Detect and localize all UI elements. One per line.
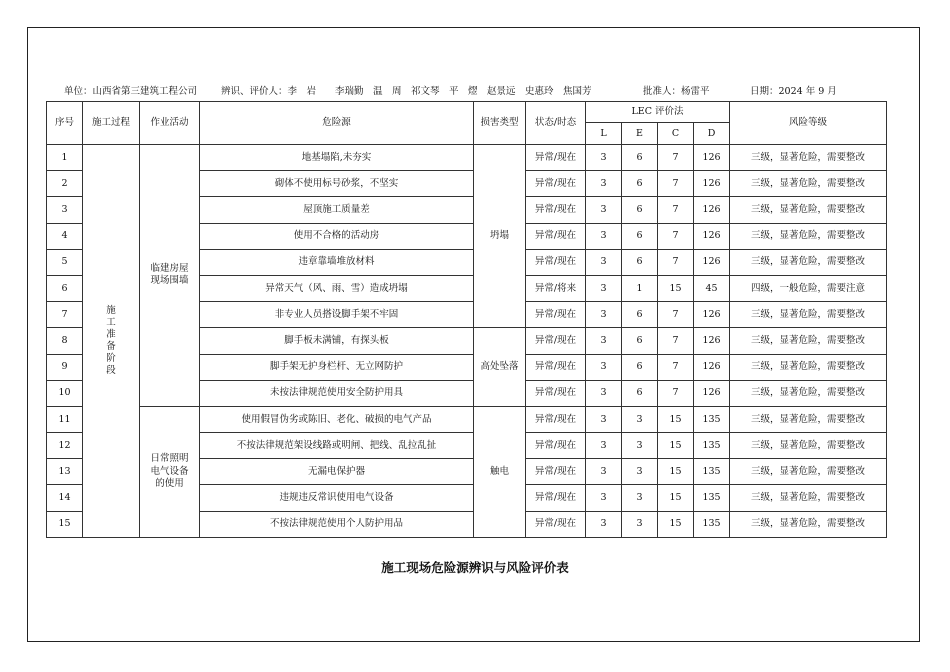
cell-risk: 三级，显著危险，需要整改 [730,302,887,328]
cell-d: 126 [694,328,730,354]
cell-activity-2 [140,406,200,537]
header-lec: LEC 评价法 [586,102,730,123]
risk-assessment-table [46,101,887,538]
cell-l: 3 [586,223,622,249]
cell-risk: 三级，显著危险，需要整改 [730,223,887,249]
process-label: 施工准备阶段 [106,305,116,376]
header-hazard: 危险源 [200,102,474,145]
cell-hazard: 使用假冒伪劣或陈旧、老化、破损的电气产品 [200,406,474,432]
cell-e: 6 [622,354,658,380]
cell-risk: 三级，显著危险，需要整改 [730,328,887,354]
cell-e: 6 [622,328,658,354]
cell-risk: 三级，显著危险，需要整改 [730,511,887,537]
cell-hazard: 非专业人员搭设脚手架不牢固 [200,302,474,328]
cell-e: 3 [622,511,658,537]
cell-state: 异常/现在 [526,485,586,511]
cell-no: 5 [47,249,83,275]
cell-e: 3 [622,485,658,511]
cell-no: 8 [47,328,83,354]
cell-e: 6 [622,171,658,197]
cell-l: 3 [586,275,622,301]
cell-e: 3 [622,406,658,432]
cell-hazard: 未按法律规范使用安全防护用具 [200,380,474,406]
cell-no: 2 [47,171,83,197]
cell-c: 7 [658,380,694,406]
cell-c: 7 [658,328,694,354]
cell-c: 15 [658,433,694,459]
header-risk: 风险等级 [730,102,887,145]
cell-c: 7 [658,249,694,275]
cell-c: 15 [658,406,694,432]
cell-hazard: 使用不合格的活动房 [200,223,474,249]
header-identifiers: 辨识、评价人：李 岩 李瑞勤 温 周 祁文琴 平 熤 赵景远 史惠玲 焦国芳 [221,86,592,97]
table-row [47,145,887,171]
cell-risk: 三级，显著危险，需要整改 [730,459,887,485]
cell-d: 126 [694,145,730,171]
cell-no: 1 [47,145,83,171]
header-unit: 单位：山西省第三建筑工程公司 [64,86,198,97]
cell-risk: 四级，一般危险，需要注意 [730,275,887,301]
cell-process [83,145,140,538]
cell-l: 3 [586,145,622,171]
header-date: 日期：2024 年 9 月 [750,86,837,97]
cell-state: 异常/现在 [526,223,586,249]
table-row [47,406,887,432]
cell-c: 15 [658,459,694,485]
header-process: 施工过程 [83,102,140,145]
cell-risk: 三级，显著危险，需要整改 [730,406,887,432]
cell-e: 6 [622,197,658,223]
cell-risk: 三级，显著危险，需要整改 [730,380,887,406]
header-e: E [622,123,658,145]
cell-e: 6 [622,380,658,406]
cell-c: 15 [658,485,694,511]
cell-e: 3 [622,459,658,485]
cell-state: 异常/现在 [526,380,586,406]
cell-e: 6 [622,302,658,328]
cell-c: 7 [658,354,694,380]
cell-d: 135 [694,459,730,485]
cell-d: 126 [694,380,730,406]
cell-l: 3 [586,511,622,537]
cell-no: 10 [47,380,83,406]
cell-d: 135 [694,433,730,459]
cell-d: 135 [694,485,730,511]
cell-state: 异常/现在 [526,197,586,223]
cell-d: 126 [694,354,730,380]
cell-c: 7 [658,197,694,223]
cell-state: 异常/现在 [526,302,586,328]
cell-d: 45 [694,275,730,301]
cell-harm-2: 高处坠落 [474,328,526,407]
header-activity: 作业活动 [140,102,200,145]
cell-state: 异常/现在 [526,328,586,354]
cell-risk: 三级，显著危险，需要整改 [730,433,887,459]
document-title: 施工现场危险源辨识与风险评价表 [381,560,569,575]
cell-c: 7 [658,223,694,249]
cell-hazard: 不按法律规范使用个人防护用品 [200,511,474,537]
cell-state: 异常/现在 [526,171,586,197]
cell-risk: 三级，显著危险，需要整改 [730,249,887,275]
cell-l: 3 [586,485,622,511]
cell-l: 3 [586,354,622,380]
cell-d: 135 [694,511,730,537]
cell-l: 3 [586,433,622,459]
header-l: L [586,123,622,145]
cell-e: 6 [622,145,658,171]
cell-risk: 三级，显著危险，需要整改 [730,171,887,197]
cell-state: 异常/现在 [526,459,586,485]
cell-state: 异常/现在 [526,406,586,432]
cell-hazard: 违章靠墙堆放材料 [200,249,474,275]
cell-state: 异常/现在 [526,511,586,537]
cell-c: 7 [658,302,694,328]
cell-no: 6 [47,275,83,301]
cell-no: 3 [47,197,83,223]
cell-c: 7 [658,145,694,171]
header-d: D [694,123,730,145]
cell-d: 126 [694,197,730,223]
cell-hazard: 违规违反常识使用电气设备 [200,485,474,511]
cell-no: 12 [47,433,83,459]
header-c: C [658,123,694,145]
cell-d: 126 [694,223,730,249]
cell-d: 126 [694,302,730,328]
cell-d: 135 [694,406,730,432]
cell-state: 异常/现在 [526,354,586,380]
cell-e: 1 [622,275,658,301]
cell-risk: 三级，显著危险，需要整改 [730,145,887,171]
cell-hazard: 异常天气（风、雨、雪）造成坍塌 [200,275,474,301]
cell-hazard: 无漏电保护器 [200,459,474,485]
header-harm: 损害类型 [474,102,526,145]
cell-c: 15 [658,511,694,537]
cell-c: 7 [658,171,694,197]
cell-no: 7 [47,302,83,328]
cell-hazard: 不按法律规范架设线路或明闸、把线、乱拉乱扯 [200,433,474,459]
cell-risk: 三级，显著危险，需要整改 [730,354,887,380]
cell-hazard: 砌体不使用标号砂浆，不坚实 [200,171,474,197]
cell-hazard: 屋顶施工质量差 [200,197,474,223]
cell-d: 126 [694,249,730,275]
cell-l: 3 [586,249,622,275]
cell-l: 3 [586,406,622,432]
cell-state: 异常/将来 [526,275,586,301]
cell-risk: 三级，显著危险，需要整改 [730,485,887,511]
cell-state: 异常/现在 [526,249,586,275]
cell-d: 126 [694,171,730,197]
cell-no: 4 [47,223,83,249]
cell-risk: 三级，显著危险，需要整改 [730,197,887,223]
activity-2-label: 日常照明电气设备的使用 [150,453,189,490]
cell-c: 15 [658,275,694,301]
cell-hazard: 地基塌陷,未夯实 [200,145,474,171]
cell-no: 11 [47,406,83,432]
cell-no: 15 [47,511,83,537]
cell-no: 13 [47,459,83,485]
header-seq: 序号 [47,102,83,145]
cell-state: 异常/现在 [526,145,586,171]
header-state: 状态/时态 [526,102,586,145]
cell-no: 14 [47,485,83,511]
header-approver: 批准人：杨雷平 [643,86,710,97]
cell-hazard: 脚手板未满铺，有探头板 [200,328,474,354]
cell-l: 3 [586,197,622,223]
cell-l: 3 [586,328,622,354]
cell-hazard: 脚手架无护身栏杆、无立网防护 [200,354,474,380]
cell-l: 3 [586,171,622,197]
cell-no: 9 [47,354,83,380]
cell-e: 3 [622,433,658,459]
cell-harm-3: 触电 [474,406,526,537]
cell-activity-1 [140,145,200,407]
activity-1-label: 临建房屋现场围墙 [150,263,189,287]
cell-l: 3 [586,459,622,485]
cell-l: 3 [586,302,622,328]
cell-e: 6 [622,223,658,249]
cell-harm-1: 坍塌 [474,145,526,328]
cell-l: 3 [586,380,622,406]
cell-e: 6 [622,249,658,275]
cell-state: 异常/现在 [526,433,586,459]
